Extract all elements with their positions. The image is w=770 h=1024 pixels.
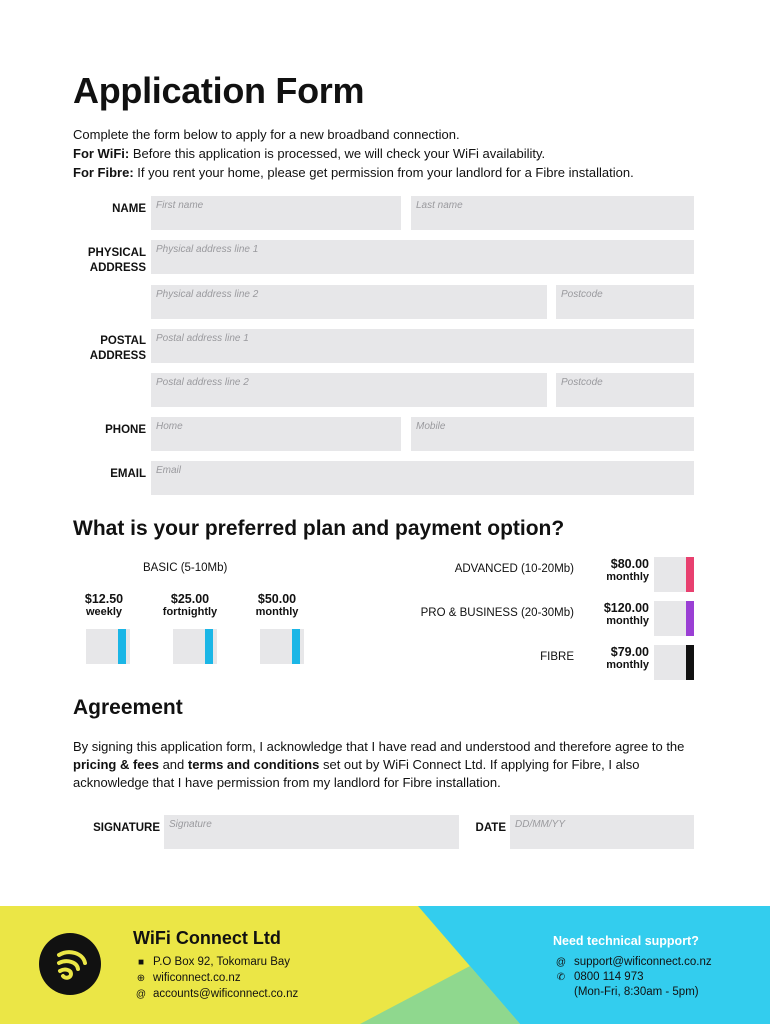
postal-postcode-field[interactable]: Postcode	[556, 373, 694, 407]
footer	[0, 906, 770, 1024]
home-phone-field[interactable]: Home	[151, 417, 401, 451]
support-phone[interactable]: ✆ 0800 114 973	[556, 971, 644, 983]
basic-fortnightly-checkbox[interactable]	[173, 629, 217, 664]
signature-label: SIGNATURE	[93, 822, 160, 834]
postal-address-label: POSTAL ADDRESS	[89, 335, 146, 362]
postal-address-line1-field[interactable]: Postal address line 1	[151, 329, 694, 363]
email-label: EMAIL	[110, 468, 146, 480]
basic-monthly-price: $50.00 monthly	[255, 592, 299, 618]
at-icon: @	[555, 956, 567, 968]
agreement-heading: Agreement	[73, 696, 183, 719]
support-email[interactable]: @ support@wificonnect.co.nz	[555, 956, 712, 968]
pricing-fees-link[interactable]: pricing & fees	[73, 757, 159, 772]
phone-icon: ✆	[556, 971, 566, 983]
basic-fortnightly-price: $25.00 fortnightly	[162, 592, 218, 618]
phone-label: PHONE	[105, 424, 146, 436]
mail-icon: ■	[137, 956, 145, 968]
plan-row-advanced: ADVANCED (10-20Mb) $80.00 monthly	[380, 557, 694, 593]
physical-postcode-field[interactable]: Postcode	[556, 285, 694, 319]
plan-row-fibre: FIBRE $79.00 monthly	[380, 645, 694, 681]
physical-address-line2-field[interactable]: Physical address line 2	[151, 285, 547, 319]
wifi-logo-icon	[39, 933, 101, 995]
support-title: Need technical support?	[553, 934, 699, 948]
basic-monthly-checkbox[interactable]	[260, 629, 304, 664]
advanced-plan-checkbox[interactable]	[654, 557, 694, 592]
date-field[interactable]: DD/MM/YY	[510, 815, 694, 849]
company-website[interactable]: ⊕ wificonnect.co.nz	[136, 972, 241, 984]
intro-fibre: For Fibre: If you rent your home, please get permission from your landlord for a Fibre installation.	[73, 165, 634, 180]
basic-plan-label: BASIC (5-10Mb)	[143, 562, 228, 574]
page-title: Application Form	[73, 70, 365, 111]
company-email[interactable]: @ accounts@wificonnect.co.nz	[135, 988, 299, 1000]
first-name-field[interactable]: First name	[151, 196, 401, 230]
postal-address-line2-field[interactable]: Postal address line 2	[151, 373, 547, 407]
pro-business-plan-checkbox[interactable]	[654, 601, 694, 636]
plans-heading: What is your preferred plan and payment option?	[73, 517, 565, 540]
physical-address-line1-field[interactable]: Physical address line 1	[151, 240, 694, 274]
company-address: ■ P.O Box 92, Tokomaru Bay	[135, 956, 290, 968]
agreement-text: By signing this application form, I acknowledge that I have read and understood and therefore agree to the pricing & fees and terms and conditions set out by WiFi Connect Ltd. If applying for Fibre, I also acknowledge that I have permission from my landlord for Fibre installation.	[73, 739, 685, 790]
at-icon: @	[135, 988, 147, 1000]
basic-weekly-checkbox[interactable]	[86, 629, 130, 664]
date-label: DATE	[475, 822, 506, 834]
last-name-field[interactable]: Last name	[411, 196, 694, 230]
intro-wifi: For WiFi: Before this application is processed, we will check your WiFi availability.	[73, 146, 546, 161]
name-label: NAME	[112, 203, 146, 215]
email-field[interactable]: Email	[151, 461, 694, 495]
plan-row-pro-business: PRO & BUSINESS (20-30Mb) $120.00 monthly	[380, 601, 694, 637]
intro-text	[73, 125, 634, 182]
fibre-plan-checkbox[interactable]	[654, 645, 694, 680]
physical-address-label: PHYSICAL ADDRESS	[87, 247, 146, 274]
company-name: WiFi Connect Ltd	[133, 928, 281, 948]
globe-icon: ⊕	[136, 972, 146, 984]
mobile-phone-field[interactable]: Mobile	[411, 417, 694, 451]
basic-weekly-price: $12.50 weekly	[84, 592, 124, 618]
intro-line: Complete the form below to apply for a new broadband connection.	[73, 127, 460, 142]
terms-conditions-link[interactable]: terms and conditions	[187, 757, 320, 772]
signature-field[interactable]: Signature	[164, 815, 459, 849]
support-hours: (Mon-Fri, 8:30am - 5pm)	[574, 986, 699, 998]
